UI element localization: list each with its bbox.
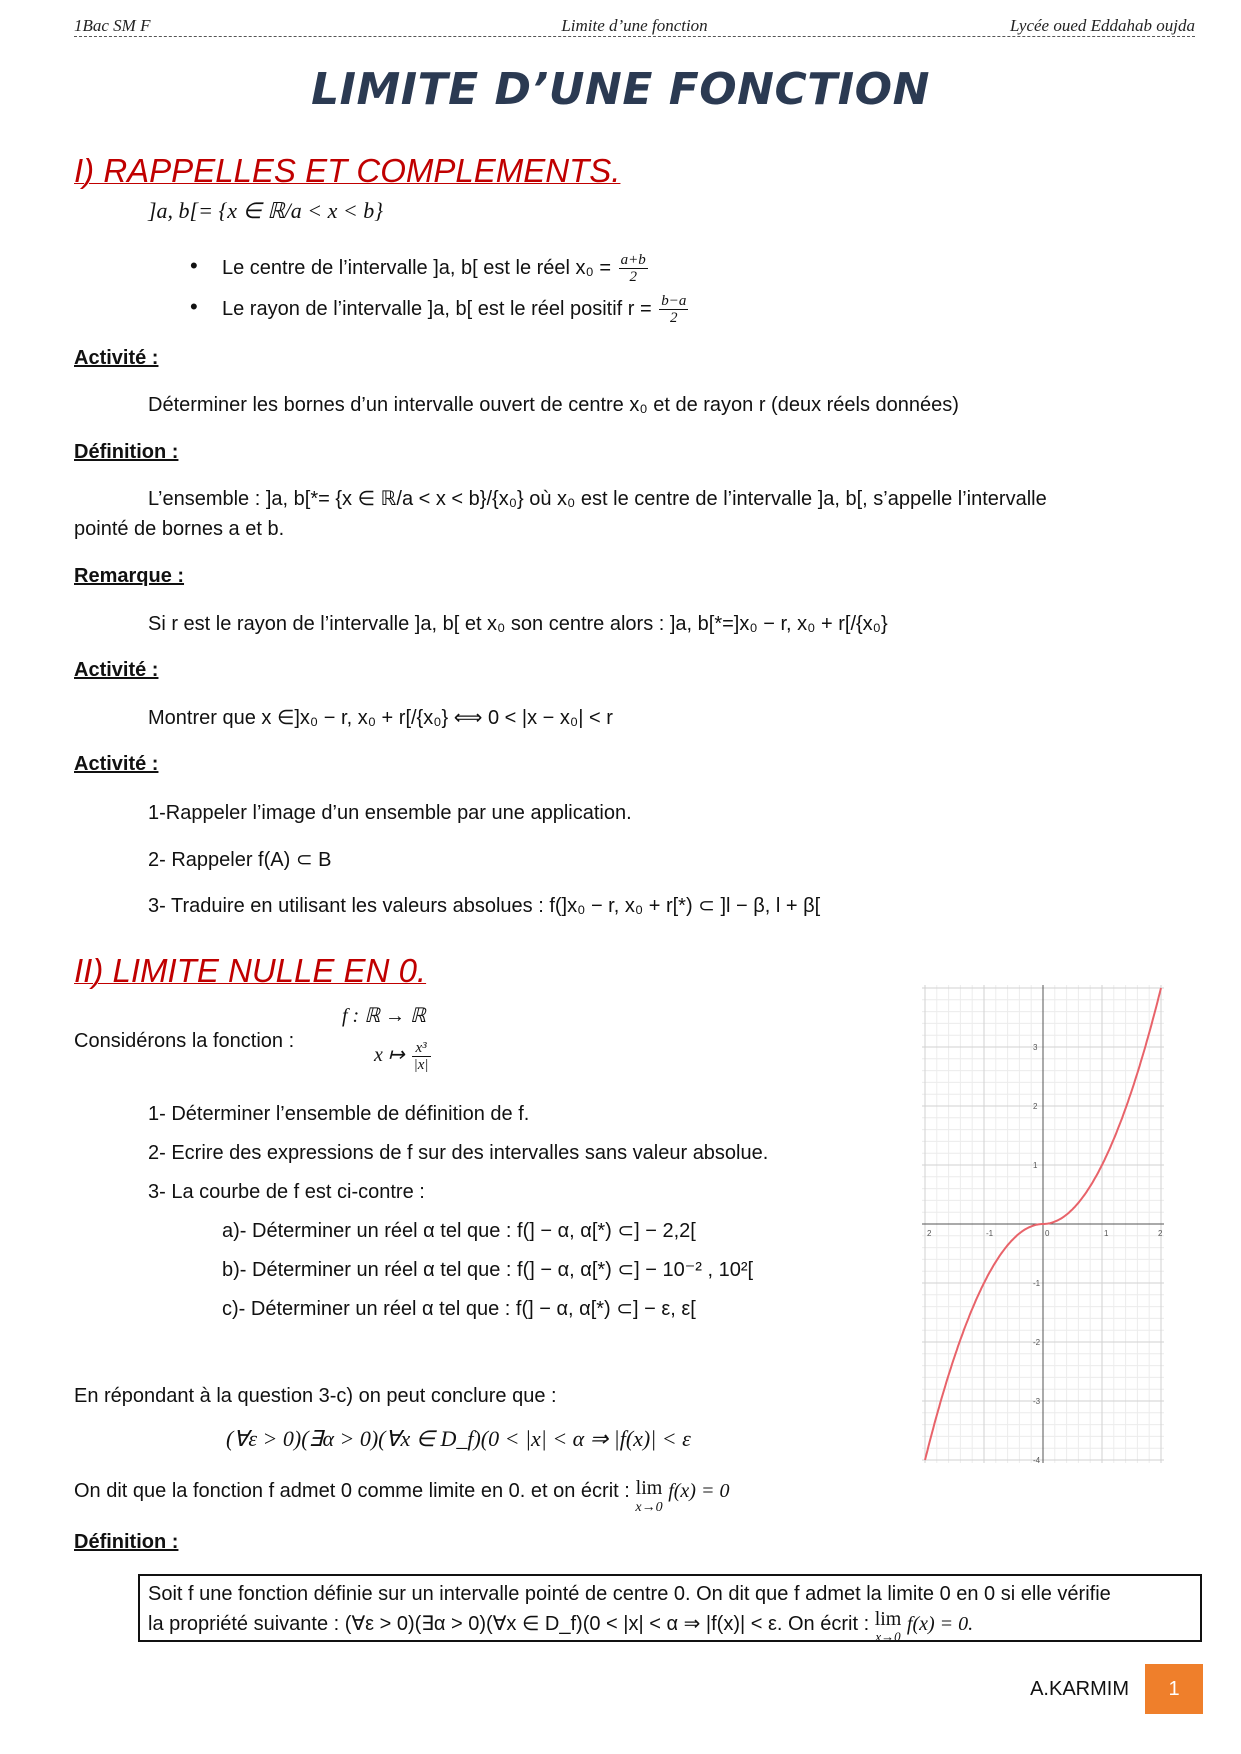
activite-3-item-3: 3- Traduire en utilisant les valeurs absolues : f(]x₀ − r, x₀ + r[*) ⊂ ]l − β, l + β[ xyxy=(148,895,821,917)
activite-3-label: Activité : xyxy=(74,753,159,775)
activite-1-text: Déterminer les bornes d’un intervalle ouvert de centre x₀ et de rayon r (deux réels données) xyxy=(148,394,959,416)
remarque-label: Remarque : xyxy=(74,565,185,587)
page-number: 1 xyxy=(1145,1664,1203,1714)
activite-3-item-1: 1-Rappeler l’image d’un ensemble par une application. xyxy=(148,802,632,824)
fraction xyxy=(619,252,648,285)
remarque-text: Si r est le rayon de l’intervalle ]a, b[ et x₀ son centre alors : ]a, b[*=]x₀ − r, x₀ + r[/{x₀} xyxy=(148,613,888,635)
bullet-icon: • xyxy=(190,253,198,278)
mapping-line-1: f : ℝ → ℝ xyxy=(342,1005,426,1027)
x-tick-label: 2 xyxy=(927,1229,932,1238)
y-tick-label: -4 xyxy=(1033,1456,1041,1463)
definition-label: Définition : xyxy=(74,441,179,463)
question-3c: c)- Déterminer un réel α tel que : f(] − α, α[*) ⊂] − ε, ε[ xyxy=(222,1298,696,1320)
activite-3-item-2: 2- Rappeler f(A) ⊂ B xyxy=(148,849,332,871)
lim-subscript: x→0 xyxy=(635,1500,663,1515)
fraction-denominator: |x| xyxy=(413,1057,429,1073)
bullet-radius xyxy=(222,293,690,326)
question-3b: b)- Déterminer un réel α tel que : f(] − α, α[*) ⊂] − 10⁻² , 10²[ xyxy=(222,1259,754,1281)
mapping-line-2 xyxy=(374,1040,433,1073)
activite-2-label: Activité : xyxy=(74,659,159,681)
question-3a: a)- Déterminer un réel α tel que : f(] − α, α[*) ⊂] − 2,2[ xyxy=(222,1220,696,1242)
epsilon-formula: (∀ε > 0)(∃α > 0)(∀x ∈ D_f)(0 < |x| < α ⇒ |f(x)| < ε xyxy=(226,1426,691,1451)
definition-box-line-2 xyxy=(148,1610,973,1646)
fraction-denominator: 2 xyxy=(670,310,678,326)
page-header xyxy=(74,14,1195,38)
conclusion-text: En répondant à la question 3-c) on peut conclure que : xyxy=(74,1385,557,1407)
bullet-center-text: Le centre de l’intervalle ]a, b[ est le réel x₀ = xyxy=(222,256,612,279)
fraction-numerator: b−a xyxy=(661,293,687,309)
x-tick-label: 2 xyxy=(1158,1229,1163,1238)
limit-expression: f(x) = 0 xyxy=(668,1480,730,1502)
y-tick-label: 2 xyxy=(1033,1102,1038,1111)
definition-box-line-1: Soit f une fonction définie sur un intervalle pointé de centre 0. On dit que f admet la limite 0 en 0 si elle vérifie xyxy=(148,1583,1111,1605)
fraction-denominator: 2 xyxy=(629,269,637,285)
question-2: 2- Ecrire des expressions de f sur des intervalles sans valeur absolue. xyxy=(148,1142,769,1164)
header-class: 1Bac SM F xyxy=(74,16,151,35)
y-tick-label: -2 xyxy=(1033,1338,1041,1347)
mapping-arrow: x ↦ xyxy=(374,1044,405,1067)
page-title: LIMITE D’UNE FONCTION xyxy=(311,64,930,115)
header-subject: Limite d’une fonction xyxy=(561,16,708,35)
header-school: Lycée oued Eddahab oujda xyxy=(1009,16,1195,35)
activite-label: Activité : xyxy=(74,347,159,369)
bullet-center xyxy=(222,252,650,285)
y-tick-label: 1 xyxy=(1033,1161,1038,1170)
interval-definition: ]a, b[= {x ∈ ℝ/a < x < b} xyxy=(148,198,383,223)
section-2-heading: II) LIMITE NULLE EN 0. xyxy=(74,952,427,989)
function-graph xyxy=(922,985,1164,1463)
fraction-numerator: x³ xyxy=(412,1040,431,1057)
lim-word: lim xyxy=(874,1608,902,1630)
x-tick-label: 0 xyxy=(1045,1229,1050,1238)
limit-operator xyxy=(635,1478,662,1518)
definition-box-line-2-text: la propriété suivante : (∀ε > 0)(∃α > 0)(∀x ∈ D_f)(0 < |x| < α ⇒ |f(x)| < ε. On écrit : xyxy=(148,1613,870,1635)
bullet-radius-text: Le rayon de l’intervalle ]a, b[ est le réel positif r = xyxy=(222,297,652,320)
definition-line-1: L’ensemble : ]a, b[*= {x ∈ ℝ/a < x < b}/{x₀} où x₀ est le centre de l’intervalle ]a, b[, s’appelle l’intervalle xyxy=(148,488,1047,510)
header-divider xyxy=(74,36,1195,37)
section-1-heading: I) RAPPELLES ET COMPLEMENTS. xyxy=(74,152,621,189)
lim-word: lim xyxy=(635,1477,663,1499)
x-tick-label: -1 xyxy=(986,1229,994,1238)
bullet-icon: • xyxy=(190,294,198,319)
definition-2-label: Définition : xyxy=(74,1531,179,1553)
x-tick-label: 1 xyxy=(1104,1229,1109,1238)
limit-operator xyxy=(875,1610,902,1646)
considerons-text: Considérons la fonction : xyxy=(74,1030,295,1052)
y-tick-label: -1 xyxy=(1033,1279,1041,1288)
y-tick-label: 3 xyxy=(1033,1043,1038,1052)
y-tick-label: -3 xyxy=(1033,1397,1041,1406)
definition-line-2: pointé de bornes a et b. xyxy=(74,518,285,540)
limit-statement-text: On dit que la fonction f admet 0 comme limite en 0. et on écrit : xyxy=(74,1480,630,1502)
fraction xyxy=(659,293,688,326)
footer-author: A.KARMIM xyxy=(1030,1678,1129,1700)
activite-2-text: Montrer que x ∈]x₀ − r, x₀ + r[/{x₀} ⟺ 0 < |x − x₀| < r xyxy=(148,707,613,729)
definition-box-limit-expression: f(x) = 0. xyxy=(906,1613,974,1635)
limit-statement xyxy=(74,1478,729,1518)
question-3: 3- La courbe de f est ci-contre : xyxy=(148,1181,425,1203)
fraction-numerator: a+b xyxy=(620,252,646,268)
lim-subscript: x→0 xyxy=(875,1629,901,1644)
question-1: 1- Déterminer l’ensemble de définition de f. xyxy=(148,1103,530,1125)
fraction xyxy=(412,1040,431,1073)
